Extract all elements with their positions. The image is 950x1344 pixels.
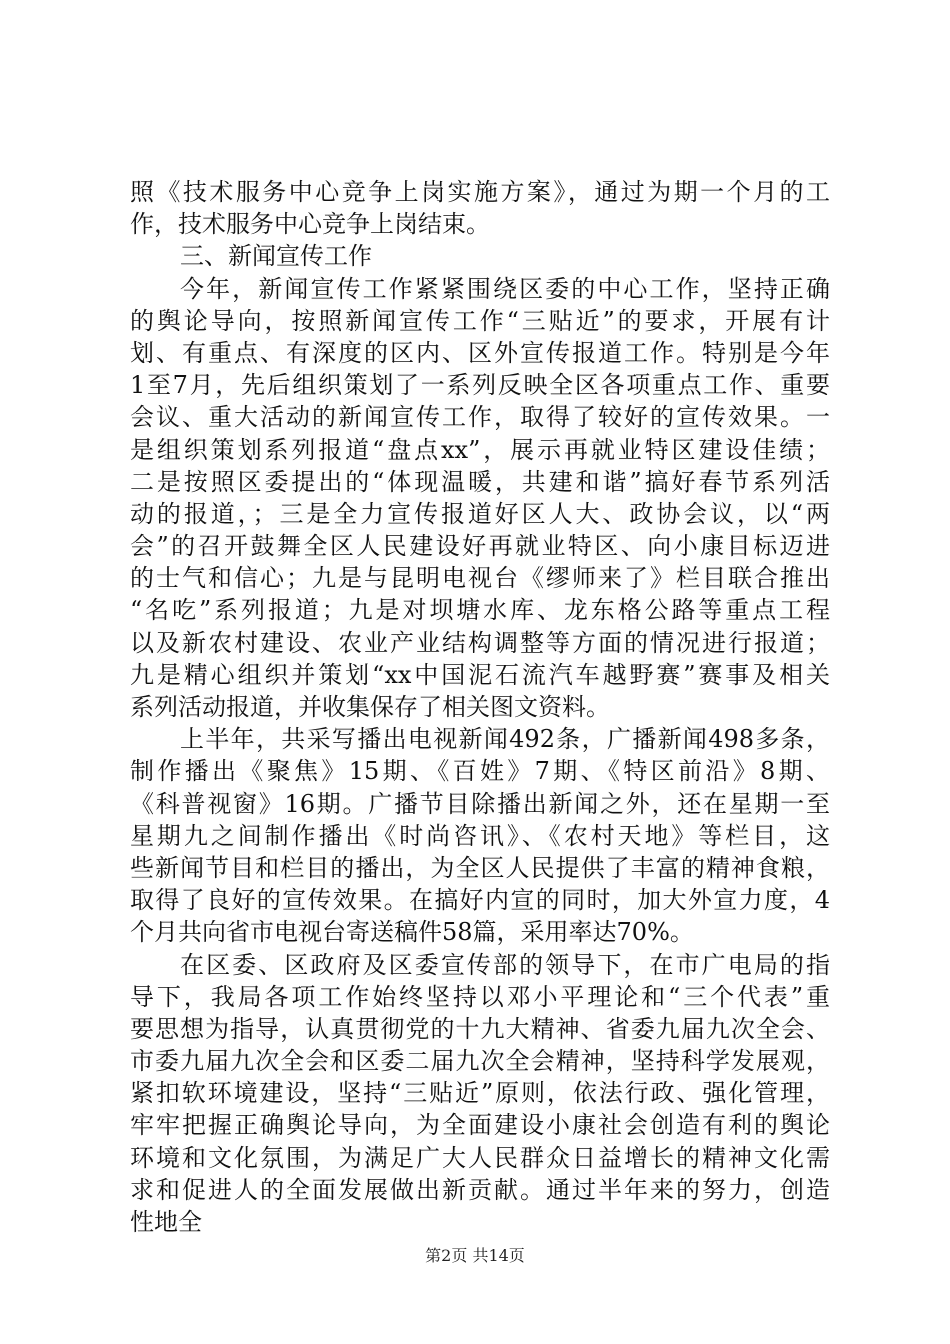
text-line: 《科普视窗》16期。广播节目除播出新闻之外，还在星期一至 bbox=[130, 789, 830, 818]
page-number-footer: 第2页 共14页 bbox=[425, 1246, 525, 1265]
text-line: 的舆论导向，按照新闻宣传工作“三贴近”的要求，开展有计 bbox=[130, 306, 830, 335]
text-line: 要思想为指导，认真贯彻党的十九大精神、省委九届九次全会、 bbox=[130, 1014, 830, 1043]
text-line: 今年，新闻宣传工作紧紧围绕区委的中心工作，坚持正确 bbox=[180, 274, 830, 303]
text-line: 是组织策划系列报道“盘点xx”，展示再就业特区建设佳绩； bbox=[130, 435, 830, 464]
text-line: 会”的召开鼓舞全区人民建设好再就业特区、向小康目标迈进 bbox=[130, 532, 830, 561]
section-heading: 三、新闻宣传工作 bbox=[180, 242, 372, 271]
text-line: 上半年，共采写播出电视新闻492条，广播新闻498多条， bbox=[180, 725, 830, 754]
text-line: 系列活动报道，并收集保存了相关图文资料。 bbox=[130, 693, 610, 721]
text-line: 划、有重点、有深度的区内、区外宣传报道工作。特别是今年 bbox=[130, 338, 830, 367]
text-line: 星期九之间制作播出《时尚咨讯》、《农村天地》等栏目，这 bbox=[130, 821, 830, 850]
text-line: “名吃”系列报道；九是对坝塘水库、龙东格公路等重点工程 bbox=[130, 596, 830, 625]
text-line: 市委九届九次全会和区委二届九次全会精神，坚持科学发展观， bbox=[130, 1047, 830, 1076]
text-line: 制作播出《聚焦》15期、《百姓》7期、《特区前沿》8期、 bbox=[130, 757, 830, 786]
text-line: 1至7月，先后组织策划了一系列反映全区各项重点工作、重要 bbox=[130, 371, 830, 400]
text-line: 牢牢把握正确舆论导向，为全面建设小康社会创造有利的舆论 bbox=[130, 1111, 830, 1140]
text-line: 取得了良好的宣传效果。在搞好内宣的同时，加大外宣力度，4 bbox=[130, 886, 830, 915]
text-line: 照《技术服务中心竞争上岗实施方案》，通过为期一个月的工 bbox=[130, 178, 830, 206]
text-line: 九是精心组织并策划“xx中国泥石流汽车越野赛”赛事及相关 bbox=[130, 660, 830, 689]
text-line: 紧扣软环境建设，坚持“三贴近”原则，依法行政、强化管理， bbox=[130, 1079, 830, 1108]
text-line: 个月共向省市电视台寄送稿件58篇，采用率达70%。 bbox=[130, 918, 694, 947]
text-line: 在区委、区政府及区委宣传部的领导下，在市广电局的指 bbox=[180, 950, 830, 979]
text-line: 以及新农村建设、农业产业结构调整等方面的情况进行报道； bbox=[130, 628, 830, 657]
text-line: 会议、重大活动的新闻宣传工作，取得了较好的宣传效果。一 bbox=[130, 403, 830, 432]
text-line: 环境和文化氛围，为满足广大人民群众日益增长的精神文化需 bbox=[130, 1143, 830, 1172]
text-line: 作，技术服务中心竞争上岗结束。 bbox=[130, 210, 490, 239]
text-line: 导下，我局各项工作始终坚持以邓小平理论和“三个代表”重 bbox=[130, 982, 830, 1011]
text-line: 性地全 bbox=[130, 1208, 202, 1236]
text-line: 的士气和信心；九是与昆明电视台《缪师来了》栏目联合推出 bbox=[130, 564, 830, 593]
text-line: 动的报道，；三是全力宣传报道好区人大、政协会议，以“两 bbox=[130, 499, 830, 528]
text-line: 些新闻节目和栏目的播出，为全区人民提供了丰富的精神食粮， bbox=[130, 853, 830, 882]
body-text bbox=[130, 176, 830, 1238]
text-line: 求和促进人的全面发展做出新贡献。通过半年来的努力，创造 bbox=[130, 1175, 830, 1204]
text-line: 二是按照区委提出的“体现温暖，共建和谐”搞好春节系列活 bbox=[130, 467, 830, 496]
